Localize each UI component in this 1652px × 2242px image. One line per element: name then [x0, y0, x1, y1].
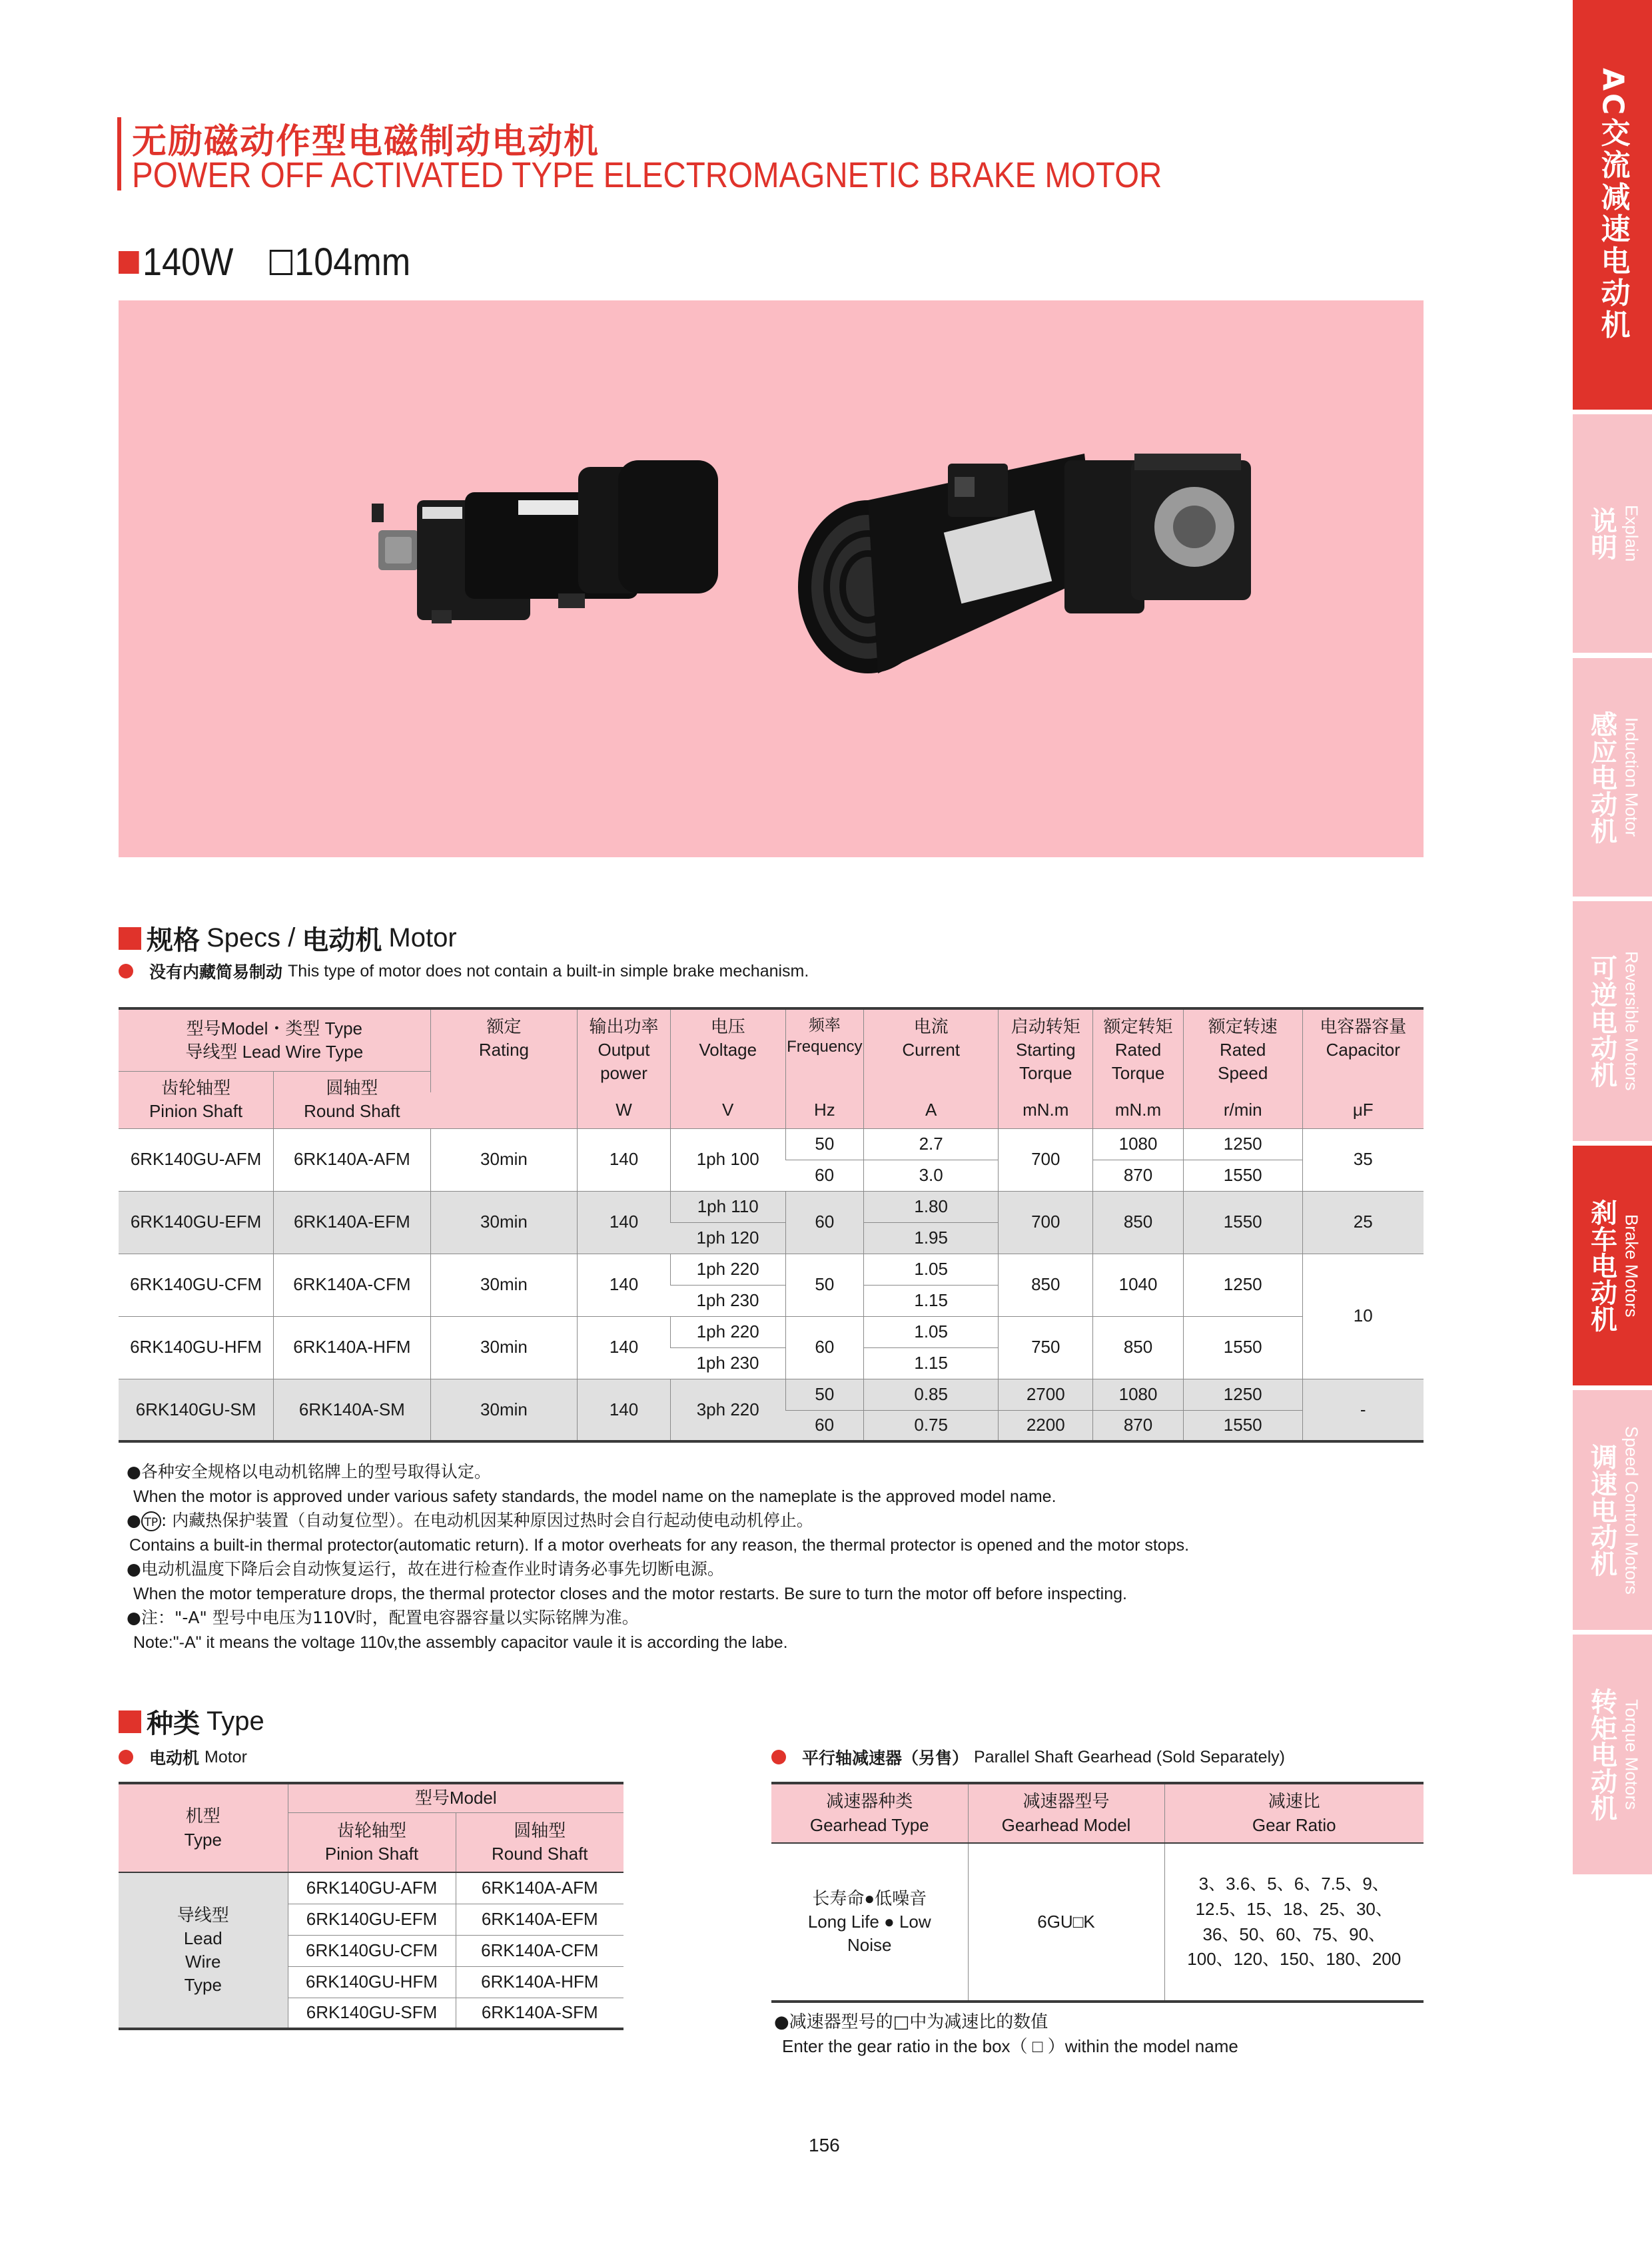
cell-rated-torque: 870	[1093, 1160, 1184, 1191]
note-2-en: Contains a built-in thermal protector(automatic return). If a motor overheats for any reason, the thermal protector is opened and the motor stops.	[129, 1535, 1190, 1555]
th-current: 电流 Current	[863, 1008, 998, 1092]
cell-rated-torque: 1080	[1093, 1379, 1184, 1410]
cell-rating: 30min	[430, 1316, 578, 1379]
side-tab-torque-motors[interactable]	[1573, 1635, 1652, 1874]
cell-rated-speed: 1550	[1183, 1191, 1302, 1254]
side-tab-label-en: Explain	[1621, 505, 1642, 562]
side-tab-label: 可逆电动机	[1586, 954, 1617, 1088]
th-gear-ratio: 减速比 Gear Ratio	[1252, 1791, 1336, 1835]
th-model-line2: 导线型 Lead Wire Type	[185, 1041, 364, 1062]
cell-current: 1.05	[863, 1254, 998, 1285]
cell-frequency: 50	[785, 1128, 863, 1160]
motor-heading-en: Motor	[388, 923, 457, 952]
side-tab-reversible-motors[interactable]	[1573, 901, 1652, 1141]
cell-voltage: 1ph 110	[670, 1191, 785, 1222]
motor-subheading-en: Motor	[205, 1747, 247, 1766]
th-capacitor-unit: μF	[1302, 1092, 1424, 1128]
side-tab-label: 转矩电动机	[1586, 1688, 1617, 1821]
power-rating: 140W	[143, 240, 234, 284]
th-pinion-shaft: 齿轮轴型 Pinion Shaft	[288, 1812, 456, 1872]
note-1-en: When the motor is approved under various safety standards, the model name on the nameplate is the approved model name.	[133, 1487, 1056, 1506]
th-frequency-unit: Hz	[785, 1092, 863, 1128]
specs-heading	[119, 919, 457, 957]
side-tab-label: 调速电动机	[1586, 1443, 1617, 1577]
note-4-en: Note:"-A" it means the voltage 110v,the assembly capacitor vaule it is according the labe.	[133, 1633, 788, 1652]
cell-starting-torque: 700	[999, 1191, 1093, 1254]
th-model-line1: 型号Model・类型 Type	[186, 1018, 362, 1038]
th-rated-speed-unit: r/min	[1183, 1092, 1302, 1128]
table-row	[119, 1128, 1424, 1160]
cell-starting-torque: 850	[999, 1254, 1093, 1316]
side-tab-label: 感应电动机	[1586, 711, 1617, 844]
cell-lead-wire-type: 导线型 Lead Wire Type	[119, 1872, 288, 2029]
spec-table	[119, 1007, 1424, 1443]
note-2-cn-line: ● TP : 内藏热保护装置（自动复位型）。在电动机因某种原因过热时会自行起动使电动机停止。	[127, 1511, 813, 1530]
note-2-cn: : 内藏热保护装置（自动复位型）。在电动机因某种原因过热时会自行起动使电动机停止。	[161, 1511, 813, 1530]
th-starting-torque-unit: mN.m	[999, 1092, 1093, 1128]
th-capacitor: 电容器容量 Capacitor	[1302, 1008, 1424, 1092]
frame-size: 104mm	[294, 240, 411, 284]
red-square-icon	[119, 1710, 141, 1733]
motor-left-image	[372, 460, 718, 623]
cell-current: 0.85	[863, 1379, 998, 1410]
cell-pinion: 6RK140GU-AFM	[288, 1872, 456, 1904]
th-rating-unit	[430, 1092, 578, 1128]
table-row	[771, 1843, 1424, 2002]
side-tab-label-en: Reversible Motors	[1621, 951, 1642, 1091]
cell-starting-torque: 2700	[999, 1379, 1093, 1410]
cell-rated-torque: 870	[1093, 1410, 1184, 1441]
cell-current: 1.80	[863, 1191, 998, 1222]
specs-note-en: This type of motor does not contain a built-in simple brake mechanism.	[288, 961, 809, 980]
specs-note	[119, 959, 809, 983]
cell-rating: 30min	[430, 1254, 578, 1316]
cell-frequency: 50	[785, 1254, 863, 1316]
cell-capacitor: 35	[1302, 1128, 1424, 1191]
thermal-protector-icon: TP	[141, 1511, 161, 1531]
cell-frequency: 60	[785, 1191, 863, 1254]
cell-round: 6RK140A-HFM	[456, 1966, 623, 1998]
cell-rated-speed: 1250	[1183, 1128, 1302, 1160]
specs-heading-en: Specs /	[206, 923, 296, 952]
cell-current: 1.95	[863, 1222, 998, 1254]
motor-heading-cn: 电动机	[302, 925, 382, 956]
cell-round: 6RK140A-HFM	[274, 1316, 430, 1379]
table-row	[119, 1872, 623, 1904]
cell-rated-torque: 850	[1093, 1316, 1184, 1379]
th-output: 输出功率 Output power	[578, 1008, 670, 1092]
cell-voltage: 1ph 100	[670, 1128, 785, 1191]
cell-round: 6RK140A-SFM	[481, 2002, 598, 2023]
cell-voltage: 1ph 220	[670, 1316, 785, 1347]
cell-output: 140	[578, 1128, 670, 1191]
cell-starting-torque: 2200	[999, 1410, 1093, 1441]
th-round-shaft: 圆轴型 Round Shaft	[274, 1071, 430, 1128]
cell-pinion: 6RK140GU-HFM	[119, 1316, 274, 1379]
cell-voltage: 1ph 120	[670, 1222, 785, 1254]
note-3-en: When the motor temperature drops, the thermal protector closes and the motor restarts. Be sure to turn the motor off before inspecting.	[133, 1584, 1127, 1603]
gearhead-table	[771, 1782, 1424, 2003]
note-1-cn: ●各种安全规格以电动机铭牌上的型号取得认定。	[127, 1462, 491, 1481]
side-tab-label: AC交流减速电动机	[1595, 68, 1630, 342]
cell-current: 1.05	[863, 1316, 998, 1347]
table-row	[119, 1191, 1424, 1222]
square-outline-icon	[269, 250, 292, 275]
page-title-cn: 无励磁动作型电磁制动电动机	[132, 122, 600, 162]
cell-round: 6RK140A-AFM	[456, 1872, 623, 1904]
side-tab-brake-motors[interactable]	[1573, 1146, 1652, 1385]
cell-rating: 30min	[430, 1128, 578, 1191]
red-dot-icon	[771, 1750, 786, 1764]
side-tab-explain[interactable]	[1573, 414, 1652, 653]
th-starting-torque: 启动转矩 Starting Torque	[999, 1008, 1093, 1092]
cell-gearhead-type: 长寿命●低噪音 Long Life ● Low Noise	[771, 1843, 968, 2002]
red-square-icon	[119, 251, 139, 274]
th-pinion-shaft: 齿轮轴型 Pinion Shaft	[119, 1071, 274, 1128]
th-voltage-unit: V	[670, 1092, 785, 1128]
gearhead-note-en: Enter the gear ratio in the box（ □ ）within the model name	[782, 2036, 1238, 2056]
cell-round: 6RK140A-SM	[274, 1379, 430, 1441]
cell-capacitor: 10	[1302, 1254, 1424, 1379]
cell-round: 6RK140A-CFM	[274, 1254, 430, 1316]
th-model: 型号Model	[288, 1783, 623, 1812]
side-tab-label-en: Speed Control Motors	[1621, 1425, 1642, 1595]
cell-round: 6RK140A-CFM	[456, 1935, 623, 1966]
side-tab-label: 说明	[1586, 507, 1617, 560]
title-accent-bar	[117, 117, 121, 190]
side-tab-label-en: Torque Motors	[1621, 1698, 1642, 1810]
motor-photo-illustration	[119, 300, 1424, 857]
gearhead-subheading-cn: 平行轴减速器（另售）	[802, 1748, 969, 1768]
side-tab-speed-control-motors[interactable]	[1573, 1390, 1652, 1630]
cell-rated-speed: 1550	[1183, 1410, 1302, 1441]
red-dot-icon	[119, 964, 133, 978]
cell-pinion: 6RK140GU-SM	[119, 1379, 274, 1441]
power-size-line	[119, 240, 410, 284]
cell-pinion: 6RK140GU-SFM	[288, 1998, 456, 2029]
gearhead-subheading-en: Parallel Shaft Gearhead (Sold Separately)	[974, 1747, 1285, 1766]
th-frequency: 频率 Frequency	[785, 1008, 863, 1092]
cell-frequency: 60	[785, 1316, 863, 1379]
side-tab-label-en: Induction Motor	[1621, 717, 1642, 837]
red-dot-icon	[119, 1750, 133, 1764]
th-gearhead-type: 减速器种类 Gearhead Type	[771, 1783, 968, 1843]
cell-current: 2.7	[863, 1128, 998, 1160]
th-current-unit: A	[863, 1092, 998, 1128]
cell-output: 140	[578, 1191, 670, 1254]
cell-pinion: 6RK140GU-CFM	[288, 1935, 456, 1966]
cell-voltage: 3ph 220	[670, 1379, 785, 1441]
cell-capacitor: 25	[1302, 1191, 1424, 1254]
cell-capacitor: -	[1302, 1379, 1424, 1441]
motor-subheading-cn: 电动机	[149, 1748, 200, 1768]
note-3-cn: ●电动机温度下降后会自动恢复运行，故在进行检查作业时请务必事先切断电源。	[127, 1559, 724, 1579]
cell-round: 6RK140A-AFM	[274, 1128, 430, 1191]
cell-pinion: 6RK140GU-EFM	[119, 1191, 274, 1254]
note-4-cn: ●注："-A" 型号中电压为110V时，配置电容器容量以实际铭牌为准。	[127, 1608, 639, 1627]
cell-rated-torque: 850	[1093, 1191, 1184, 1254]
cell-pinion: 6RK140GU-AFM	[119, 1128, 274, 1191]
th-gearhead-model: 减速器型号 Gearhead Model	[968, 1783, 1164, 1843]
cell-output: 140	[578, 1379, 670, 1441]
motor-type-table	[119, 1782, 623, 2030]
cell-frequency: 60	[785, 1410, 863, 1441]
type-heading-en: Type	[206, 1706, 264, 1736]
cell-current: 1.15	[863, 1285, 998, 1316]
cell-rated-speed: 1250	[1183, 1254, 1302, 1316]
th-rated-torque-unit: mN.m	[1093, 1092, 1184, 1128]
cell-current: 3.0	[863, 1160, 998, 1191]
product-photo-panel	[119, 300, 1424, 857]
cell-gear-ratio: 3、3.6、5、6、7.5、9、 12.5、15、18、25、30、 36、50、60、75、90、 100、120、150、180、200	[1187, 1874, 1402, 1970]
cell-round: 6RK140A-EFM	[274, 1191, 430, 1254]
th-round-shaft: 圆轴型 Round Shaft	[491, 1820, 588, 1864]
cell-frequency: 60	[785, 1160, 863, 1191]
type-heading	[119, 1702, 264, 1740]
cell-current: 1.15	[863, 1347, 998, 1379]
motor-right-image	[798, 454, 1251, 673]
page-title-en: POWER OFF ACTIVATED TYPE ELECTROMAGNETIC BRAKE MOTOR	[132, 155, 1162, 195]
cell-rated-speed: 1550	[1183, 1160, 1302, 1191]
spec-notes	[127, 1460, 1189, 1655]
th-rated-torque: 额定转矩 Rated Torque	[1093, 1008, 1184, 1092]
th-model-type	[119, 1008, 430, 1071]
cell-output: 140	[578, 1254, 670, 1316]
th-rated-speed: 额定转速 Rated Speed	[1183, 1008, 1302, 1092]
side-tab-label-en: Brake Motors	[1621, 1214, 1642, 1317]
motor-subheading	[119, 1745, 247, 1769]
side-tab-label: 刹车电动机	[1586, 1199, 1617, 1332]
side-tab-induction-motor[interactable]	[1573, 658, 1652, 897]
th-type: 机型 Type	[119, 1783, 288, 1872]
page-number: 156	[809, 2135, 840, 2155]
cell-rated-speed: 1550	[1183, 1316, 1302, 1379]
gearhead-note	[774, 2010, 1238, 2058]
cell-pinion: 6RK140GU-CFM	[119, 1254, 274, 1316]
gearhead-subheading	[771, 1745, 1285, 1769]
type-heading-cn: 种类	[147, 1708, 200, 1739]
specs-note-cn: 没有内藏简易制动	[149, 962, 283, 982]
table-row	[119, 1254, 1424, 1285]
table-row	[119, 1316, 1424, 1347]
gearhead-note-cn: ●减速器型号的□中为减速比的数值	[774, 2012, 1048, 2032]
cell-gearhead-model: 6GU□K	[968, 1843, 1164, 2002]
th-output-unit: W	[578, 1092, 670, 1128]
cell-pinion: 6RK140GU-HFM	[288, 1966, 456, 1998]
cell-voltage: 1ph 230	[670, 1347, 785, 1379]
cell-current: 0.75	[863, 1410, 998, 1441]
cell-starting-torque: 700	[999, 1128, 1093, 1191]
side-tab-ac-motor[interactable]	[1573, 0, 1652, 410]
table-row	[119, 1379, 1424, 1410]
cell-voltage: 1ph 220	[670, 1254, 785, 1285]
cell-rated-speed: 1250	[1183, 1379, 1302, 1410]
cell-frequency: 50	[785, 1379, 863, 1410]
cell-round: 6RK140A-EFM	[456, 1904, 623, 1935]
cell-rated-torque: 1080	[1093, 1128, 1184, 1160]
th-rating: 额定 Rating	[430, 1008, 578, 1092]
cell-rating: 30min	[430, 1379, 578, 1441]
cell-voltage: 1ph 230	[670, 1285, 785, 1316]
cell-rated-torque: 1040	[1093, 1254, 1184, 1316]
cell-output: 140	[578, 1316, 670, 1379]
cell-starting-torque: 750	[999, 1316, 1093, 1379]
cell-rating: 30min	[430, 1191, 578, 1254]
red-square-icon	[119, 927, 141, 950]
specs-heading-cn: 规格	[147, 925, 200, 956]
th-voltage: 电压 Voltage	[670, 1008, 785, 1092]
cell-pinion: 6RK140GU-EFM	[288, 1904, 456, 1935]
